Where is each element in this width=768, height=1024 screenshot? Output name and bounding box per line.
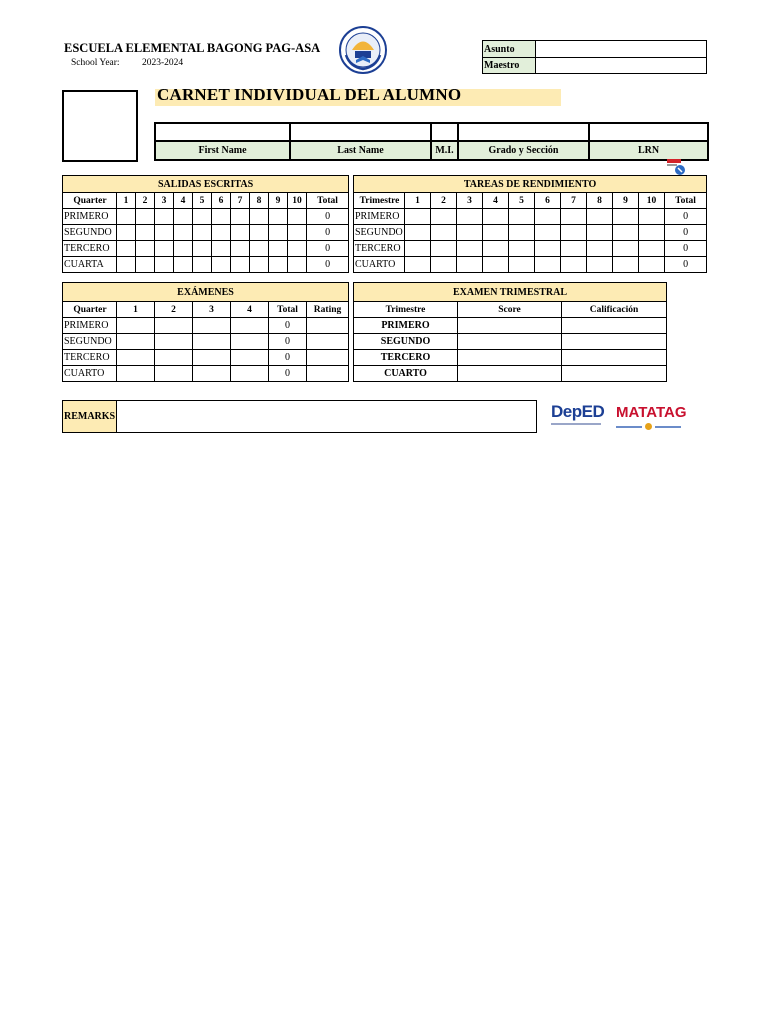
score-cell[interactable] xyxy=(457,241,483,257)
school-seal-icon xyxy=(338,25,388,75)
score-cell[interactable] xyxy=(212,209,231,225)
row-label: TERCERO xyxy=(354,241,405,257)
score-cell[interactable] xyxy=(458,318,562,334)
score-cell[interactable] xyxy=(117,366,155,382)
rating-cell[interactable] xyxy=(307,350,349,366)
score-cell[interactable] xyxy=(231,209,250,225)
score-cell[interactable] xyxy=(174,225,193,241)
score-cell[interactable] xyxy=(136,257,155,273)
row-label: CUARTO xyxy=(354,257,405,273)
table-row xyxy=(63,225,349,241)
score-cell[interactable] xyxy=(613,257,639,273)
photo-box[interactable] xyxy=(62,90,138,162)
score-cell[interactable] xyxy=(561,209,587,225)
score-cell[interactable] xyxy=(405,209,431,225)
tareas-col-4: 4 xyxy=(483,193,509,209)
score-cell[interactable] xyxy=(587,209,613,225)
maestro-field[interactable] xyxy=(536,58,707,74)
score-cell[interactable] xyxy=(193,350,231,366)
salidas-col-9: 9 xyxy=(269,193,288,209)
tareas-col-1: 1 xyxy=(405,193,431,209)
salidas-col-8: 8 xyxy=(250,193,269,209)
score-cell[interactable] xyxy=(457,257,483,273)
score-cell[interactable] xyxy=(136,225,155,241)
total-cell: 0 xyxy=(269,350,307,366)
total-cell: 0 xyxy=(307,225,349,241)
score-cell[interactable] xyxy=(231,241,250,257)
score-cell[interactable] xyxy=(155,241,174,257)
score-cell[interactable] xyxy=(509,225,535,241)
examenes-col-4: 4 xyxy=(231,302,269,318)
trimestral-title: EXAMEN TRIMESTRAL xyxy=(354,283,667,302)
score-cell[interactable] xyxy=(405,257,431,273)
row-label: SEGUNDO xyxy=(354,225,405,241)
grade-cell[interactable] xyxy=(562,318,667,334)
score-cell[interactable] xyxy=(587,225,613,241)
school-year-label: School Year: xyxy=(71,58,120,68)
salidas-col-1: 1 xyxy=(117,193,136,209)
score-cell[interactable] xyxy=(117,257,136,273)
score-cell[interactable] xyxy=(288,209,307,225)
score-cell[interactable] xyxy=(509,241,535,257)
examenes-col-total: Total xyxy=(269,302,307,318)
total-cell: 0 xyxy=(665,241,707,257)
table-row xyxy=(354,318,667,334)
table-row xyxy=(63,350,349,366)
matatag-tagline-line xyxy=(616,423,692,430)
score-cell[interactable] xyxy=(535,225,561,241)
tareas-col-8: 8 xyxy=(587,193,613,209)
score-cell[interactable] xyxy=(212,225,231,241)
score-cell[interactable] xyxy=(431,257,457,273)
grade-section-field[interactable] xyxy=(458,123,589,141)
score-cell[interactable] xyxy=(155,334,193,350)
score-cell[interactable] xyxy=(561,225,587,241)
row-label: PRIMERO xyxy=(354,318,458,334)
score-cell[interactable] xyxy=(405,225,431,241)
total-cell: 0 xyxy=(665,209,707,225)
row-label: SEGUNDO xyxy=(354,334,458,350)
school-name: ESCUELA ELEMENTAL BAGONG PAG-ASA xyxy=(64,41,321,55)
score-cell[interactable] xyxy=(250,225,269,241)
total-cell: 0 xyxy=(269,366,307,382)
score-cell[interactable] xyxy=(155,225,174,241)
score-cell[interactable] xyxy=(483,209,509,225)
tareas-col-5: 5 xyxy=(509,193,535,209)
score-cell[interactable] xyxy=(231,366,269,382)
score-cell[interactable] xyxy=(231,350,269,366)
grade-cell[interactable] xyxy=(562,334,667,350)
score-cell[interactable] xyxy=(483,225,509,241)
rating-cell[interactable] xyxy=(307,334,349,350)
score-cell[interactable] xyxy=(155,257,174,273)
score-cell[interactable] xyxy=(431,241,457,257)
salidas-escritas-table xyxy=(62,175,349,273)
examenes-col-3: 3 xyxy=(193,302,231,318)
score-cell[interactable] xyxy=(231,225,250,241)
salidas-col-7: 7 xyxy=(231,193,250,209)
first-name-header: First Name xyxy=(155,141,290,160)
mi-field[interactable] xyxy=(431,123,458,141)
salidas-col-2: 2 xyxy=(136,193,155,209)
score-cell[interactable] xyxy=(535,257,561,273)
table-row xyxy=(354,225,707,241)
score-cell[interactable] xyxy=(174,257,193,273)
score-cell[interactable] xyxy=(117,318,155,334)
score-cell[interactable] xyxy=(136,241,155,257)
remarks-field[interactable] xyxy=(117,401,537,433)
row-label: PRIMERO xyxy=(354,209,405,225)
score-cell[interactable] xyxy=(483,241,509,257)
matatag-logo xyxy=(616,404,692,432)
tareas-col-label: Trimestre xyxy=(354,193,405,209)
score-cell[interactable] xyxy=(509,209,535,225)
total-cell: 0 xyxy=(307,209,349,225)
salidas-col-total: Total xyxy=(307,193,349,209)
score-cell[interactable] xyxy=(288,241,307,257)
score-cell[interactable] xyxy=(458,366,562,382)
student-info-table xyxy=(154,122,709,161)
rating-cell[interactable] xyxy=(307,318,349,334)
examenes-col-rating: Rating xyxy=(307,302,349,318)
row-label: CUARTO xyxy=(354,366,458,382)
score-cell[interactable] xyxy=(458,350,562,366)
score-cell[interactable] xyxy=(193,241,212,257)
mi-header: M.I. xyxy=(431,141,458,160)
table-row xyxy=(63,257,349,273)
row-label: TERCERO xyxy=(63,350,117,366)
salidas-col-4: 4 xyxy=(174,193,193,209)
lrn-header: LRN xyxy=(589,141,708,160)
score-cell[interactable] xyxy=(193,225,212,241)
last-name-header: Last Name xyxy=(290,141,431,160)
score-cell[interactable] xyxy=(613,209,639,225)
tareas-col-9: 9 xyxy=(613,193,639,209)
score-cell[interactable] xyxy=(155,350,193,366)
total-cell: 0 xyxy=(665,257,707,273)
score-cell[interactable] xyxy=(117,350,155,366)
score-cell[interactable] xyxy=(639,225,665,241)
table-row xyxy=(354,257,707,273)
score-cell[interactable] xyxy=(250,209,269,225)
examen-trimestral-table xyxy=(353,282,667,382)
score-cell[interactable] xyxy=(174,241,193,257)
matatag-logo-text: MATATAG xyxy=(616,404,687,421)
tareas-col-6: 6 xyxy=(535,193,561,209)
table-row xyxy=(63,366,349,382)
score-cell[interactable] xyxy=(535,209,561,225)
score-cell[interactable] xyxy=(431,225,457,241)
row-label: PRIMERO xyxy=(63,318,117,334)
salidas-col-5: 5 xyxy=(193,193,212,209)
deped-tagline-line xyxy=(551,423,601,425)
total-cell: 0 xyxy=(665,225,707,241)
asunto-label: Asunto xyxy=(483,41,536,58)
score-cell[interactable] xyxy=(117,334,155,350)
tareas-rendimiento-table xyxy=(353,175,707,273)
row-label: TERCERO xyxy=(63,241,117,257)
score-cell[interactable] xyxy=(613,241,639,257)
score-cell[interactable] xyxy=(639,241,665,257)
table-row xyxy=(354,209,707,225)
score-cell[interactable] xyxy=(269,225,288,241)
examenes-col-label: Quarter xyxy=(63,302,117,318)
table-row xyxy=(354,241,707,257)
grade-cell[interactable] xyxy=(562,350,667,366)
score-cell[interactable] xyxy=(231,257,250,273)
score-cell[interactable] xyxy=(431,209,457,225)
score-cell[interactable] xyxy=(193,366,231,382)
lrn-field[interactable] xyxy=(589,123,708,141)
tareas-title: TAREAS DE RENDIMIENTO xyxy=(354,176,707,193)
row-label: TERCERO xyxy=(354,350,458,366)
score-cell[interactable] xyxy=(288,257,307,273)
deped-logo-text: DepED xyxy=(551,402,605,421)
salidas-col-10: 10 xyxy=(288,193,307,209)
score-cell[interactable] xyxy=(117,209,136,225)
score-cell[interactable] xyxy=(231,318,269,334)
row-label: CUARTA xyxy=(63,257,117,273)
total-cell: 0 xyxy=(307,257,349,273)
score-cell[interactable] xyxy=(639,257,665,273)
table-row xyxy=(354,350,667,366)
score-cell[interactable] xyxy=(117,241,136,257)
score-cell[interactable] xyxy=(269,257,288,273)
remarks-table xyxy=(62,400,537,433)
score-cell[interactable] xyxy=(250,257,269,273)
score-cell[interactable] xyxy=(155,366,193,382)
score-cell[interactable] xyxy=(193,257,212,273)
table-row xyxy=(63,318,349,334)
score-cell[interactable] xyxy=(174,209,193,225)
grade-section-header: Grado y Sección xyxy=(458,141,589,160)
score-cell[interactable] xyxy=(587,241,613,257)
row-label: PRIMERO xyxy=(63,209,117,225)
score-cell[interactable] xyxy=(250,241,269,257)
row-label: SEGUNDO xyxy=(63,334,117,350)
examenes-col-1: 1 xyxy=(117,302,155,318)
score-cell[interactable] xyxy=(212,241,231,257)
maestro-label: Maestro xyxy=(483,58,536,74)
asunto-field[interactable] xyxy=(536,41,707,58)
examenes-col-2: 2 xyxy=(155,302,193,318)
row-label: CUARTO xyxy=(63,366,117,382)
trimestral-col-score: Score xyxy=(458,302,562,318)
salidas-col-label: Quarter xyxy=(63,193,117,209)
table-row xyxy=(354,366,667,382)
score-cell[interactable] xyxy=(561,241,587,257)
score-cell[interactable] xyxy=(457,225,483,241)
score-cell[interactable] xyxy=(193,209,212,225)
score-cell[interactable] xyxy=(288,225,307,241)
deped-logo xyxy=(551,402,605,432)
score-cell[interactable] xyxy=(155,318,193,334)
tareas-col-7: 7 xyxy=(561,193,587,209)
table-row xyxy=(354,334,667,350)
examenes-table xyxy=(62,282,349,382)
score-cell[interactable] xyxy=(639,209,665,225)
trimestral-col-trimestre: Trimestre xyxy=(354,302,458,318)
remarks-label: REMARKS xyxy=(63,401,117,433)
score-cell[interactable] xyxy=(457,209,483,225)
salidas-title: SALIDAS ESCRITAS xyxy=(63,176,349,193)
subject-teacher-box xyxy=(482,40,707,74)
trimestral-col-calificacion: Calificación xyxy=(562,302,667,318)
score-cell[interactable] xyxy=(458,334,562,350)
score-cell[interactable] xyxy=(587,257,613,273)
total-cell: 0 xyxy=(269,334,307,350)
total-cell: 0 xyxy=(269,318,307,334)
table-row xyxy=(63,241,349,257)
score-cell[interactable] xyxy=(613,225,639,241)
heart-icon xyxy=(645,423,652,430)
badge-icon xyxy=(667,158,687,176)
tareas-col-total: Total xyxy=(665,193,707,209)
examenes-title: EXÁMENES xyxy=(63,283,349,302)
score-cell[interactable] xyxy=(483,257,509,273)
score-cell[interactable] xyxy=(193,334,231,350)
score-cell[interactable] xyxy=(269,241,288,257)
row-label: SEGUNDO xyxy=(63,225,117,241)
rating-cell[interactable] xyxy=(307,366,349,382)
score-cell[interactable] xyxy=(136,209,155,225)
total-cell: 0 xyxy=(307,241,349,257)
table-row xyxy=(63,209,349,225)
first-name-field[interactable] xyxy=(155,123,290,141)
tareas-col-3: 3 xyxy=(457,193,483,209)
score-cell[interactable] xyxy=(193,318,231,334)
school-year-value: 2023-2024 xyxy=(142,58,184,68)
salidas-col-6: 6 xyxy=(212,193,231,209)
score-cell[interactable] xyxy=(231,334,269,350)
salidas-col-3: 3 xyxy=(155,193,174,209)
score-cell[interactable] xyxy=(561,257,587,273)
tareas-col-2: 2 xyxy=(431,193,457,209)
score-cell[interactable] xyxy=(405,241,431,257)
score-cell[interactable] xyxy=(155,209,174,225)
score-cell[interactable] xyxy=(509,257,535,273)
table-row xyxy=(63,334,349,350)
score-cell[interactable] xyxy=(117,225,136,241)
tareas-col-10: 10 xyxy=(639,193,665,209)
last-name-field[interactable] xyxy=(290,123,431,141)
grade-cell[interactable] xyxy=(562,366,667,382)
score-cell[interactable] xyxy=(212,257,231,273)
page-title: CARNET INDIVIDUAL DEL ALUMNO xyxy=(157,85,462,104)
score-cell[interactable] xyxy=(269,209,288,225)
score-cell[interactable] xyxy=(535,241,561,257)
